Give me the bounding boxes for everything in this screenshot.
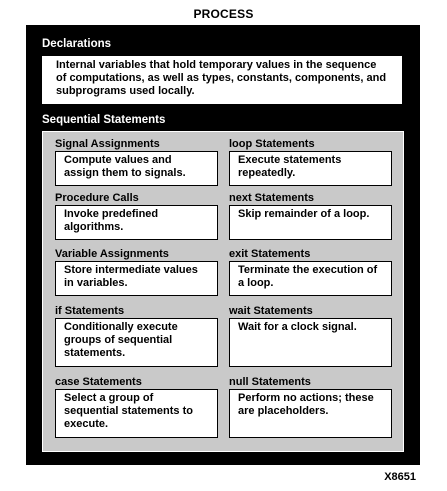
null-statements-label: null Statements [229, 376, 311, 388]
signal-assignments-box: Compute values and assign them to signals. [55, 151, 218, 186]
procedure-calls-label: Procedure Calls [55, 192, 139, 204]
signal-assignments-label: Signal Assignments [55, 138, 160, 150]
variable-assignments-label: Variable Assignments [55, 248, 169, 260]
null-statements-box: Perform no actions; these are placeholders. [229, 389, 392, 438]
diagram-title: PROCESS [193, 7, 254, 21]
declarations-label: Declarations [42, 38, 112, 50]
next-statements-label: next Statements [229, 192, 314, 204]
declarations-box: Internal variables that hold temporary values in the sequence of computations, as well as types, constants, components, and subprograms used locally. [42, 56, 402, 104]
next-statements-box: Skip remainder of a loop. [229, 205, 392, 240]
loop-statements-label: loop Statements [229, 138, 315, 150]
case-statements-label: case Statements [55, 376, 142, 388]
sequential-statements-label: Sequential Statements [42, 114, 166, 126]
wait-statements-label: wait Statements [229, 305, 313, 317]
exit-statements-box: Terminate the execution of a loop. [229, 261, 392, 296]
figure-reference-id: X8651 [384, 471, 416, 483]
variable-assignments-box: Store intermediate values in variables. [55, 261, 218, 296]
case-statements-box: Select a group of sequential statements to execute. [55, 389, 218, 438]
if-statements-box: Conditionally execute groups of sequential statements. [55, 318, 218, 367]
wait-statements-box: Wait for a clock signal. [229, 318, 392, 367]
exit-statements-label: exit Statements [229, 248, 311, 260]
procedure-calls-box: Invoke predefined algorithms. [55, 205, 218, 240]
loop-statements-box: Execute statements repeatedly. [229, 151, 392, 186]
if-statements-label: if Statements [55, 305, 125, 317]
